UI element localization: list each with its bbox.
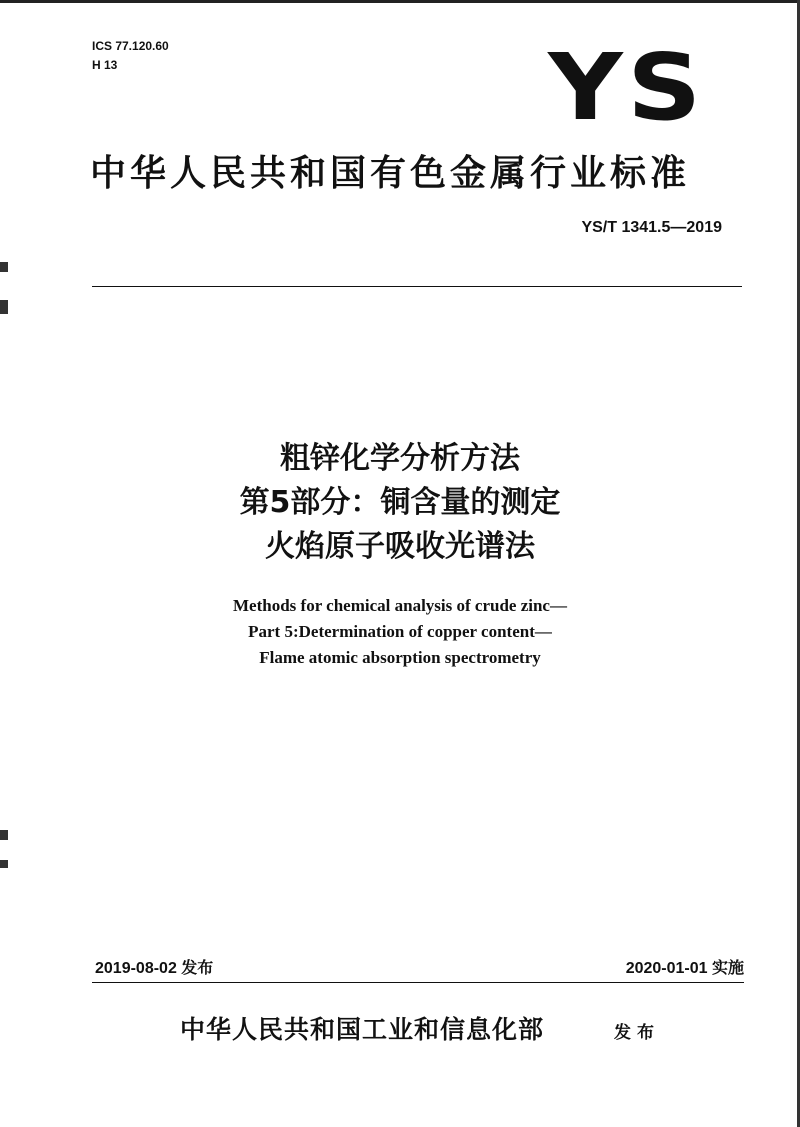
issue-label: 发布 bbox=[614, 1023, 660, 1043]
publish-date: 2019-08-02 发布 bbox=[95, 960, 214, 977]
standard-number: YS/T 1341.5—2019 bbox=[581, 219, 722, 236]
ys-logo-text: YS bbox=[548, 34, 706, 141]
clc-code: H 13 bbox=[92, 58, 118, 72]
chinese-title-line-2: 第5部分：铜含量的测定 bbox=[239, 485, 561, 520]
binding-mark bbox=[0, 300, 8, 314]
english-title-line-2: Part 5:Determination of copper content— bbox=[248, 622, 552, 641]
footer-divider bbox=[92, 982, 744, 983]
binding-mark bbox=[0, 860, 8, 868]
binding-mark bbox=[0, 262, 8, 272]
industry-standard-title: 中华人民共和国有色金属行业标准 bbox=[90, 153, 691, 194]
effective-date: 2020-01-01 实施 bbox=[625, 960, 744, 977]
chinese-title-line-3: 火焰原子吸收光谱法 bbox=[265, 529, 535, 564]
chinese-title-line-1: 粗锌化学分析方法 bbox=[280, 441, 520, 476]
english-title-line-1: Methods for chemical analysis of crude zinc— bbox=[233, 596, 567, 615]
ics-code: ICS 77.120.60 bbox=[92, 39, 169, 53]
chinese-title bbox=[0, 437, 800, 569]
ys-logo bbox=[547, 34, 707, 141]
english-title-line-3: Flame atomic absorption spectrometry bbox=[259, 648, 541, 667]
issuing-authority: 中华人民共和国工业和信息化部 bbox=[180, 1015, 545, 1044]
binding-mark bbox=[0, 830, 8, 840]
english-title bbox=[0, 593, 800, 671]
header-divider bbox=[92, 286, 742, 287]
top-border bbox=[0, 0, 800, 3]
